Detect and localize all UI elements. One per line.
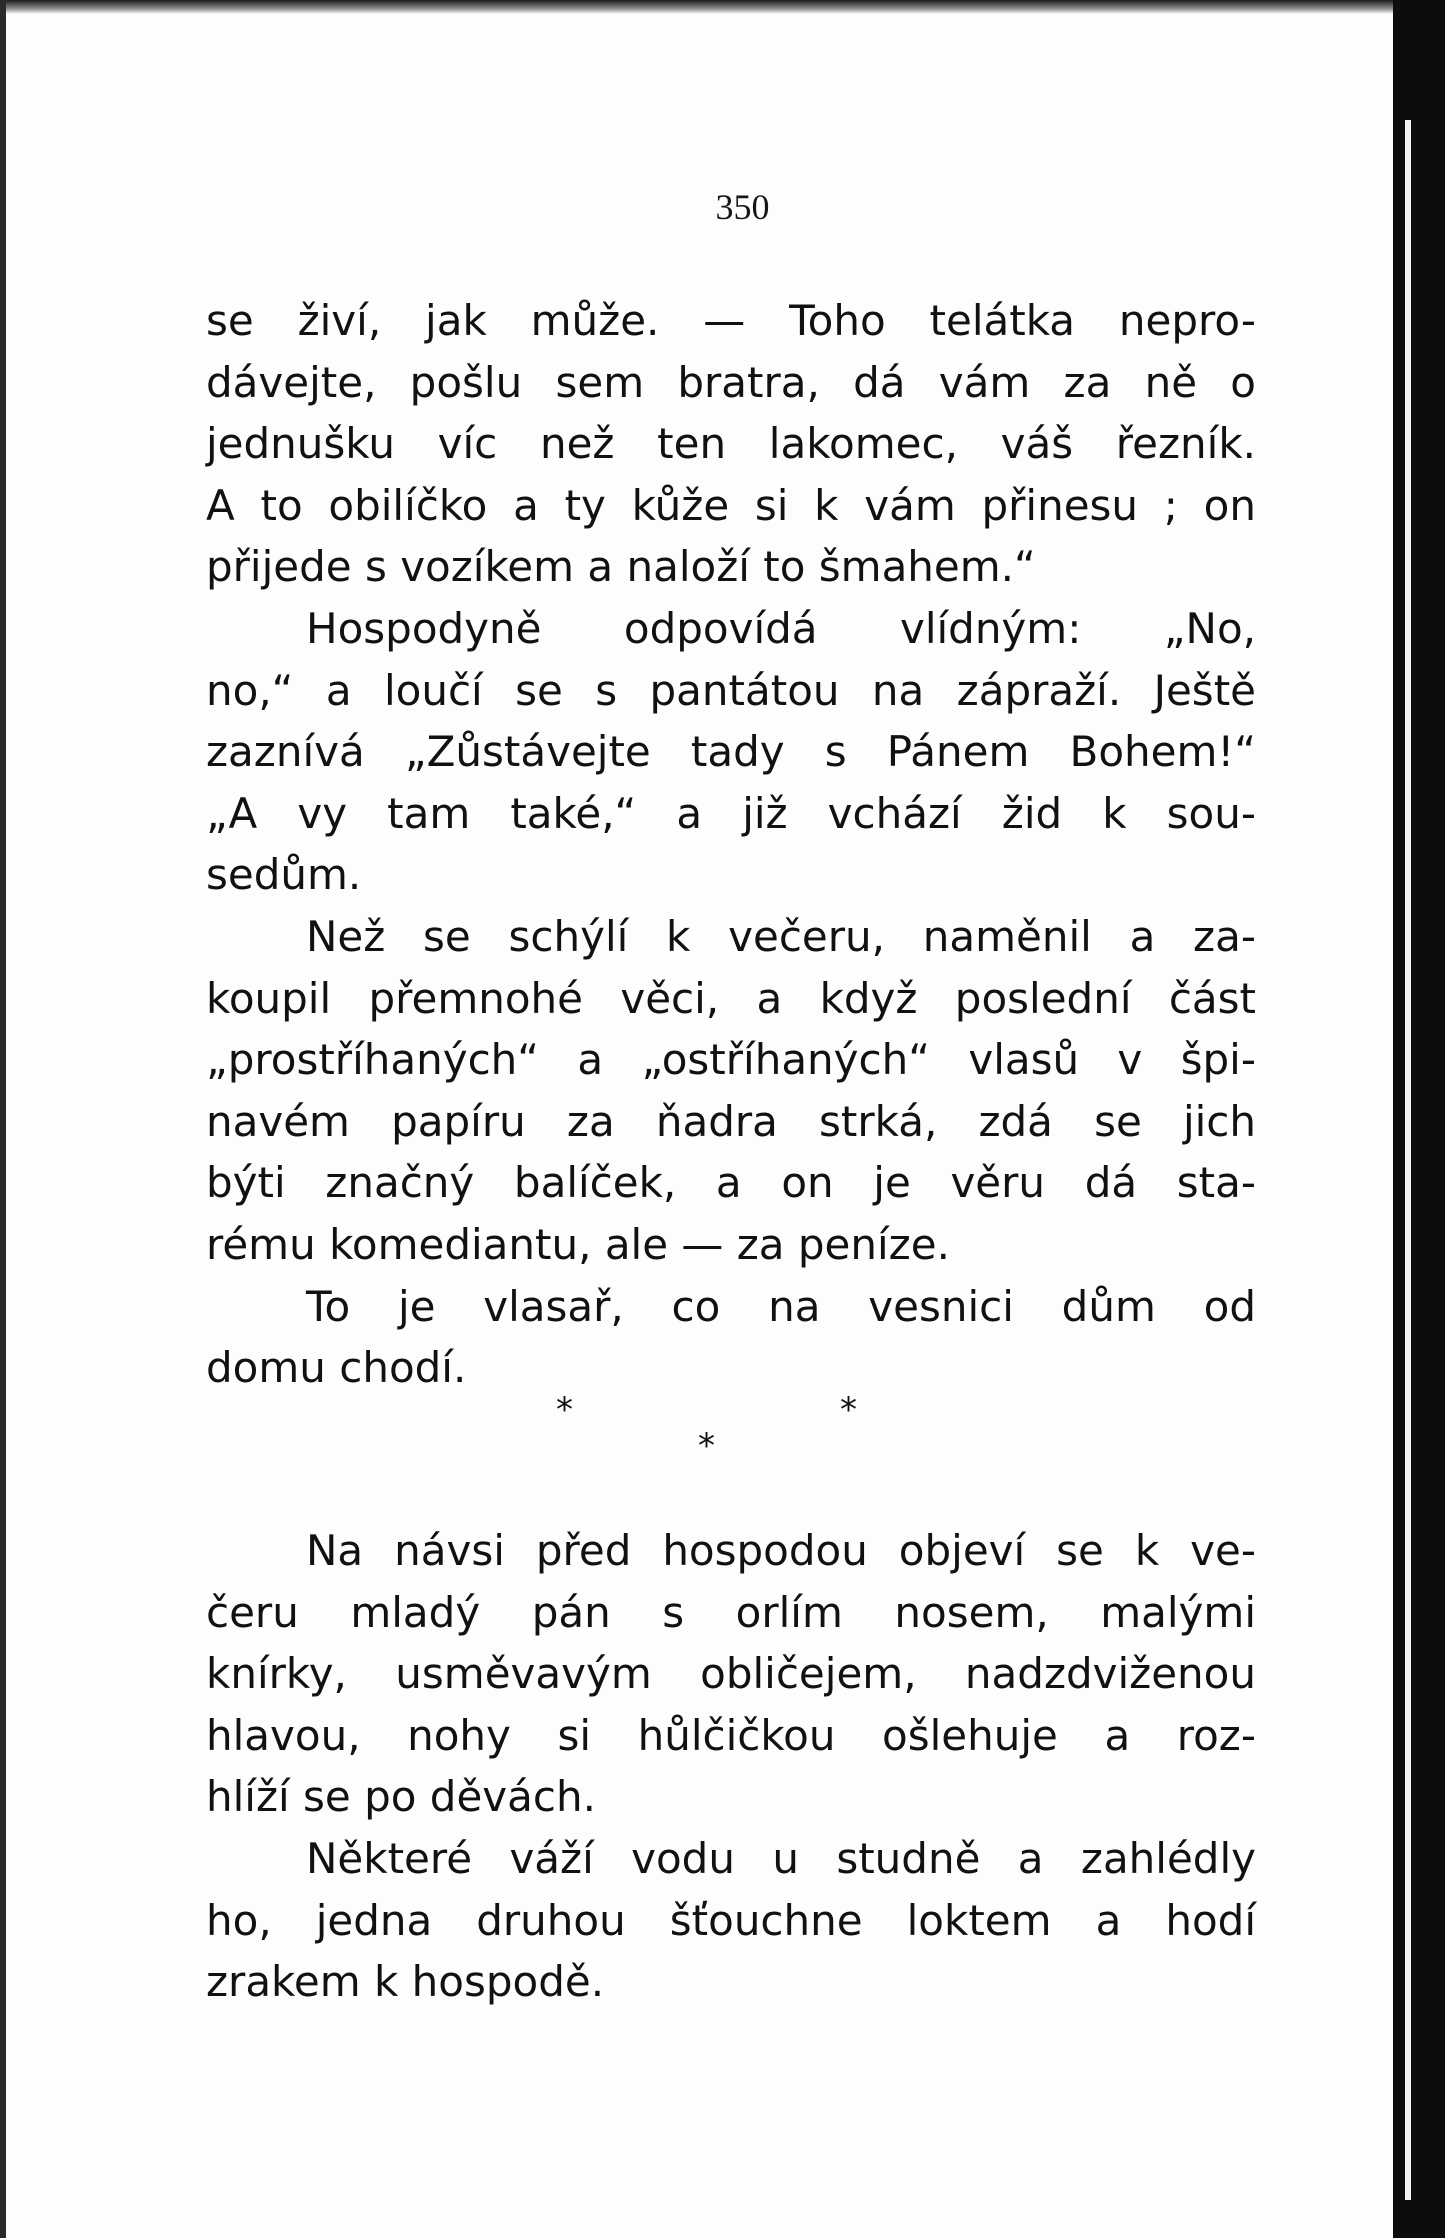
text-line: dávejte, pošlu sem bratra, dá vám za ně o: [206, 357, 1256, 407]
text-line: rému komediantu, ale — za peníze.: [206, 1219, 950, 1269]
text-line: Některé váží vodu u studně a zahlédly: [306, 1833, 1256, 1883]
text-line: zaznívá „Zůstávejte tady s Pánem Bohem!“: [206, 727, 1256, 777]
text-line: koupil přemnohé věci, a když poslední část: [206, 973, 1256, 1023]
text-line: čeru mladý pán s orlím nosem, malými: [206, 1587, 1256, 1637]
text-line: A to obilíčko a ty kůže si k vám přinesu ; on: [206, 480, 1256, 530]
text-line: zrakem k hospodě.: [206, 1957, 605, 2007]
text-line: „prostříhaných“ a „ostříhaných“ vlasů v špi-: [206, 1035, 1256, 1085]
text-line: domu chodí.: [206, 1343, 467, 1393]
text-line: Než se schýlí k večeru, naměnil a za-: [306, 911, 1256, 961]
section-separator: [550, 1390, 870, 1470]
text-line: „A vy tam také,“ a již vchází žid k sou-: [206, 788, 1256, 838]
text-line: Hospodyně odpovídá vlídným: „No,: [306, 603, 1256, 653]
scan-left-edge: [0, 0, 6, 2238]
text-line: se živí, jak může. — Toho telátka nepro-: [206, 296, 1256, 345]
text-line: hlíží se po děvách.: [206, 1772, 596, 1822]
text-line: navém papíru za ňadra strká, zdá se jich: [206, 1096, 1256, 1146]
text-line: hlavou, nohy si hůlčičkou ošlehuje a roz-: [206, 1710, 1256, 1760]
text-line: přijede s vozíkem a naloží to šmahem.“: [206, 542, 1036, 592]
separator-asterisk: *: [698, 1426, 715, 1466]
text-block-2: [206, 1520, 1256, 2013]
text-line: ho, jedna druhou šťouchne loktem a hodí: [206, 1895, 1256, 1945]
scan-top-edge: [0, 0, 1445, 14]
text-line: býti značný balíček, a on je věru dá sta-: [206, 1158, 1256, 1208]
separator-asterisk: *: [840, 1390, 857, 1430]
text-line: Na návsi před hospodou objeví se k ve-: [306, 1526, 1256, 1575]
page-number: 350: [715, 187, 770, 227]
book-edge-highlight: [1405, 120, 1411, 2200]
text-block-1: [206, 290, 1256, 1399]
separator-asterisk: *: [556, 1390, 573, 1430]
text-line: jednušku víc než ten lakomec, váš řezník.: [206, 419, 1256, 469]
text-line: knírky, usměvavým obličejem, nadzdviženou: [206, 1649, 1256, 1699]
book-spine-edge: [1393, 0, 1445, 2238]
text-line: sedům.: [206, 850, 362, 900]
text-line: To je vlasař, co na vesnici dům od: [306, 1281, 1256, 1331]
text-line: no,“ a loučí se s pantátou na zápraží. Ještě: [206, 665, 1256, 715]
